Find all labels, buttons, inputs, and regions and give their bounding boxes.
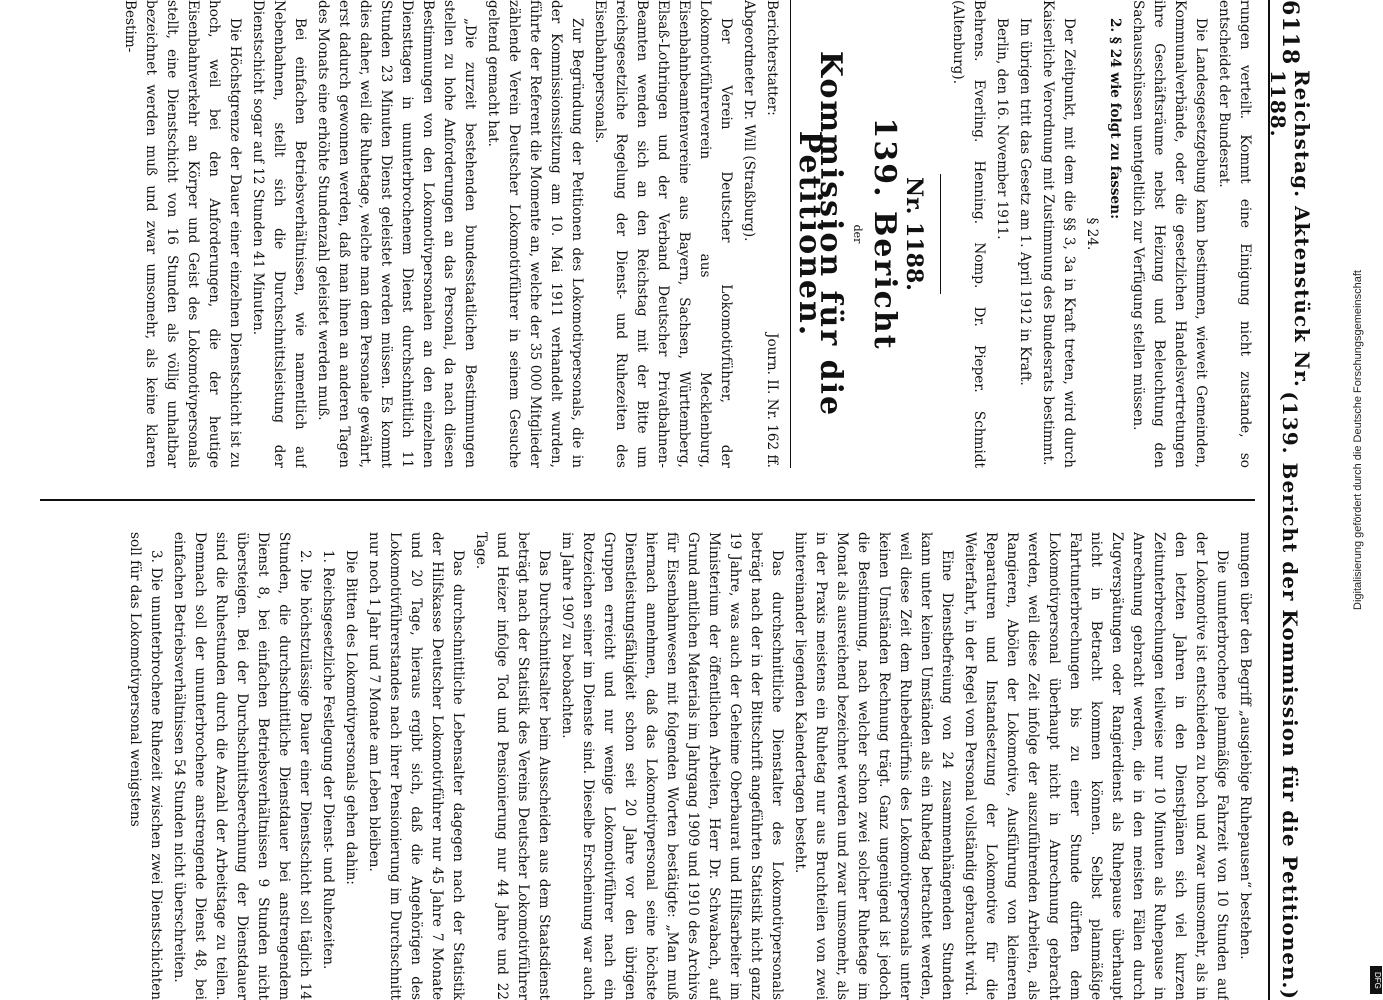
paragraph: 3. Die ununterbrochene Ruhezeit zwischen zwei Dienstschichten soll für das Lokomotivpersonal wenigstens — [127, 532, 164, 1000]
paragraph: rungen verteilt. Kommt eine Einigung nicht zustande, so entscheidet der Bundesrat. — [1216, 0, 1253, 468]
paragraph: Die ununterbrochene planmäßige Fahrzeit von 10 Stunden auf der Lokomotive ist entschieden zu hoch und zwar umsomehr, als in den letzten Jahren in den Dienstplänen sich viel kurzen Zeitunterbrechungen teilweise nur 10 Minuten als Ruhepause in Anrechnung gebracht werden, die in den meisten Fällen durch Zugverspätungen oder Rangierdienst als Ruhepause überhaupt nicht in Betracht kommen können. Selbst planmäßige Fahrtunterbrechungen bis zu einer Stunde dürften dem Lokomotivpersonal überhaupt nicht in Anrechnung gebracht werden, weil diese Zeit infolge der auszuführenden Arbeiten, als Rangieren, Abölen der Lokomotive, Ausführung von kleineren Reparaturen und Instandsetzung der Lokomotive für die Weiterfahrt, in der Regel vom Personal vollständig gebraucht wird. — [962, 532, 1230, 1000]
digitization-note: Digitalisierung gefördert durch die Deutsche Forschungsgemeinschaft — [1352, 270, 1364, 610]
document-number: Nr. 1188. — [901, 177, 927, 291]
dfg-logo-icon: DFG — [1370, 966, 1382, 994]
divider-rule — [940, 174, 941, 294]
paragraph: „Die zurzeit bestehenden bundesstaatlichen Bestimmungen stellen zu hohe Anforderungen an das Personal, da nach diesen Bestimmungen von den Lokomotivpersonalen an den einzelnen Diensttagen in ununterbrochenem Dienst durchschnittlich 11 Stunden 23 Minuten Dienst geleistet werden müssen. Es kommt dies daher, weil die Ruhetage, welche man dem Personale gewährt, erst dadurch gewonnen werden, daß man ihnen an anderen Tagen des Monats eine erhöhte Stundenzahl geleistet werden muß. — [315, 0, 478, 468]
report-title: 139. Bericht — [867, 117, 902, 351]
paragraph: 2. Die höchstzulässige Dauer einer Dienstschicht soll täglich 14 Stunden, die durchschnittliche Dienstdauer bei anstrengendem Dienst 8, bei einfachen Betriebsverhältnissen 9 Stunden nicht übersteigen. Bei der Durchschnittsberechnung der Dienstdauer sind die Ruhestunden durch die Anzahl der Arbeitstage zu teilen. Demnach soll der ununterbrochene anstrengende Dienst 48, bei einfachen Betriebsverhältnissen 54 Stunden nicht überschreiten. — [171, 532, 313, 1000]
paragraph: Das durchschnittliche Dienstalter des Lokomotivpersonals beträgt nach der in der Bittschrift angeführten Statistik nicht ganz 19 Jahre, was auch der Geheime Oberbaurat und Hilfsarbeiter im Ministerium der öffentlichen Arbeiten, Herr Dr. Schwabach, auf Grund amtlichen Materials im Jahrgang 1909 und 1910 des Archivs für Eisenbahnwesen mit folgenden Worten bestätigte: „Man muß hiernach annehmen, daß das Lokomotivpersonal seine höchste Dienstleistungsfähigkeit schon seit 20 Jahre vor den übrigen Gruppen erreicht und nur wenige Lokomotivführer nach ein Rotzeichen seiner im Dienste sind. Dieselbe Erscheinung war auch im Jahre 1907 zu beobachten. — [559, 532, 785, 1000]
paragraph: Zur Begründung der Petitionen des Lokomotivpersonals, die in der Kommissionssitzung am 10. Mai 1911 verhandelt wurden, führte der Referent die Momente an, welche der 35 000 Mitglieder zählende Verein Deutscher Lokomotivführer in seinem Gesuche geltend gemacht hat. — [485, 0, 585, 468]
header-title: Reichstag. Aktenstück Nr. 1188. — [1266, 70, 1314, 388]
paragraph: Im übrigen tritt das Gesetz am 1. April 1912 in Kraft. — [1017, 18, 1033, 386]
paragraph: Eine Dienstbefreiung von 24 zusammenhängenden Stunden kann unter keinen Umständen als ein Ruhetag betrachtet werden, weil diese Zeit dem Ruhebedürfnis des Lokomotivpersonals unter keinen Umständen Rechnung trägt. Ganz ungenügend ist jedoch die Bestimmung, nach welcher schon zwei solcher Ruhetage im Monat als ausreichend bezeichnet werden und zwar umsomehr, als in der Praxis meistens ein Ruhetag nur aus Bruchteilen von zwei hintereinander liegenden Kalendertagen besteht. — [792, 532, 955, 1000]
report-der: der — [851, 224, 864, 244]
paragraph: Das durchschnittliche Lebensalter dagegen nach der Statistik der Hilfskasse Deutscher Lokomotivführer nur 45 Jahre 7 Monate und 20 Tage, hieraus ergibt sich, daß die Angehörigen des Lokomotivführerstandes nach ihrer Pensionierung im Durchschnitt nur noch 1 Jahr und 7 Monate am Leben bleiben. — [366, 532, 466, 1000]
column-divider — [40, 499, 1255, 501]
divider-rule — [790, 0, 791, 468]
paragraph: Der Verein Deutscher Lokomotivführer, der Lokomotivführerverein aus Mecklenburg, Eisenbahnbeamtenvereine aus Bayern, Sachsen, Württemberg, Elsaß-Lothringen und der Verband Deutscher Privatbahnen-Beamten wenden sich an den Reichstag mit der Bitte um reichsgesetzliche Regelung der Dienst- und Ruhezeiten des Eisenbahnpersonals. — [592, 0, 734, 468]
paragraph: Das Durchschnittsalter beim Ausscheiden aus dem Staatsdienst beträgt nach der Statistik des Vereins Deutscher Lokomotivführer und Heizer infolge Tod und Pensionierung nur 44 Jahre und 22 Tage. — [473, 532, 552, 1000]
right-column — [40, 532, 1255, 1000]
paragraph: 1. Reichsgesetzliche Festlegung der Dienst- und Ruhezeiten. — [320, 550, 336, 970]
signatures: Behrens. Everling. Henning. Nomp. Dr. Pieper. Schmidt (Altenburg). — [950, 0, 987, 468]
reporter-label: Berichterstatter: — [764, 0, 780, 116]
reporter-name: Abgeordneter Dr. Will (Straßburg). — [741, 0, 757, 242]
page-number: 6118 — [1277, 0, 1303, 66]
date-line: Berlin, den 16. November 1911. — [994, 18, 1010, 240]
left-column — [40, 0, 1255, 468]
commission-title: Kommission für die Petitionen. — [792, 50, 848, 418]
paragraph: mungen über den Begriff „ausgiebige Ruhepausen“ bestehen. — [1237, 532, 1253, 960]
paragraph: Die Bitten des Lokomotivpersonals gehen dahin: — [343, 550, 359, 886]
paragraph: Die Höchstgrenze der Dauer einer einzelnen Dienstschicht ist zu hoch, weil bei den Anforderungen, die der heutige Eisenbahnverkehr an Körper und Geist des Lokomotivpersonals stellt, eine Dienstschicht von 16 Stunden als völlig unhaltbar bezeichnet werden muß und zwar umsomehr, als keine klaren Bestim- — [122, 0, 243, 468]
header-section: (139. Bericht der Kommission für die Petitionen.) — [1278, 391, 1302, 1000]
reporter-row — [736, 0, 782, 468]
paragraph: 2. § 24 wie folgt zu fassen: — [1107, 18, 1123, 220]
journal-reference: Journ. II. Nr. 162 ff. — [764, 333, 780, 468]
section-heading: § 24. — [1084, 217, 1100, 251]
paragraph: Der Zeitpunkt, mit dem die §§ 3, 3a in Kraft treten, wird durch Kaiserliche Verordnung mit Zustimmung des Bundesrats bestimmt. — [1040, 0, 1077, 468]
paragraph: Bei einfachen Betriebsverhältnissen, wie namentlich auf Nebenbahnen, stellt sich die Durchschnittsleistung der Dienstschicht sogar auf 12 Stunden 41 Minuten. — [250, 0, 308, 468]
digitization-footer — [1350, 0, 1380, 1000]
paragraph: Die Landesgesetzgebung kann bestimmen, wieweit Gemeinden, Kommunalverbände, oder die gesetzlichen Handelsvertretungen ihre Geschäftsräume nebst Heizung und Beleuchtung den Sachausschüssen unentgeltlich zur Verfügung stellen müssen. — [1130, 0, 1209, 468]
page-header — [1266, 0, 1314, 1000]
